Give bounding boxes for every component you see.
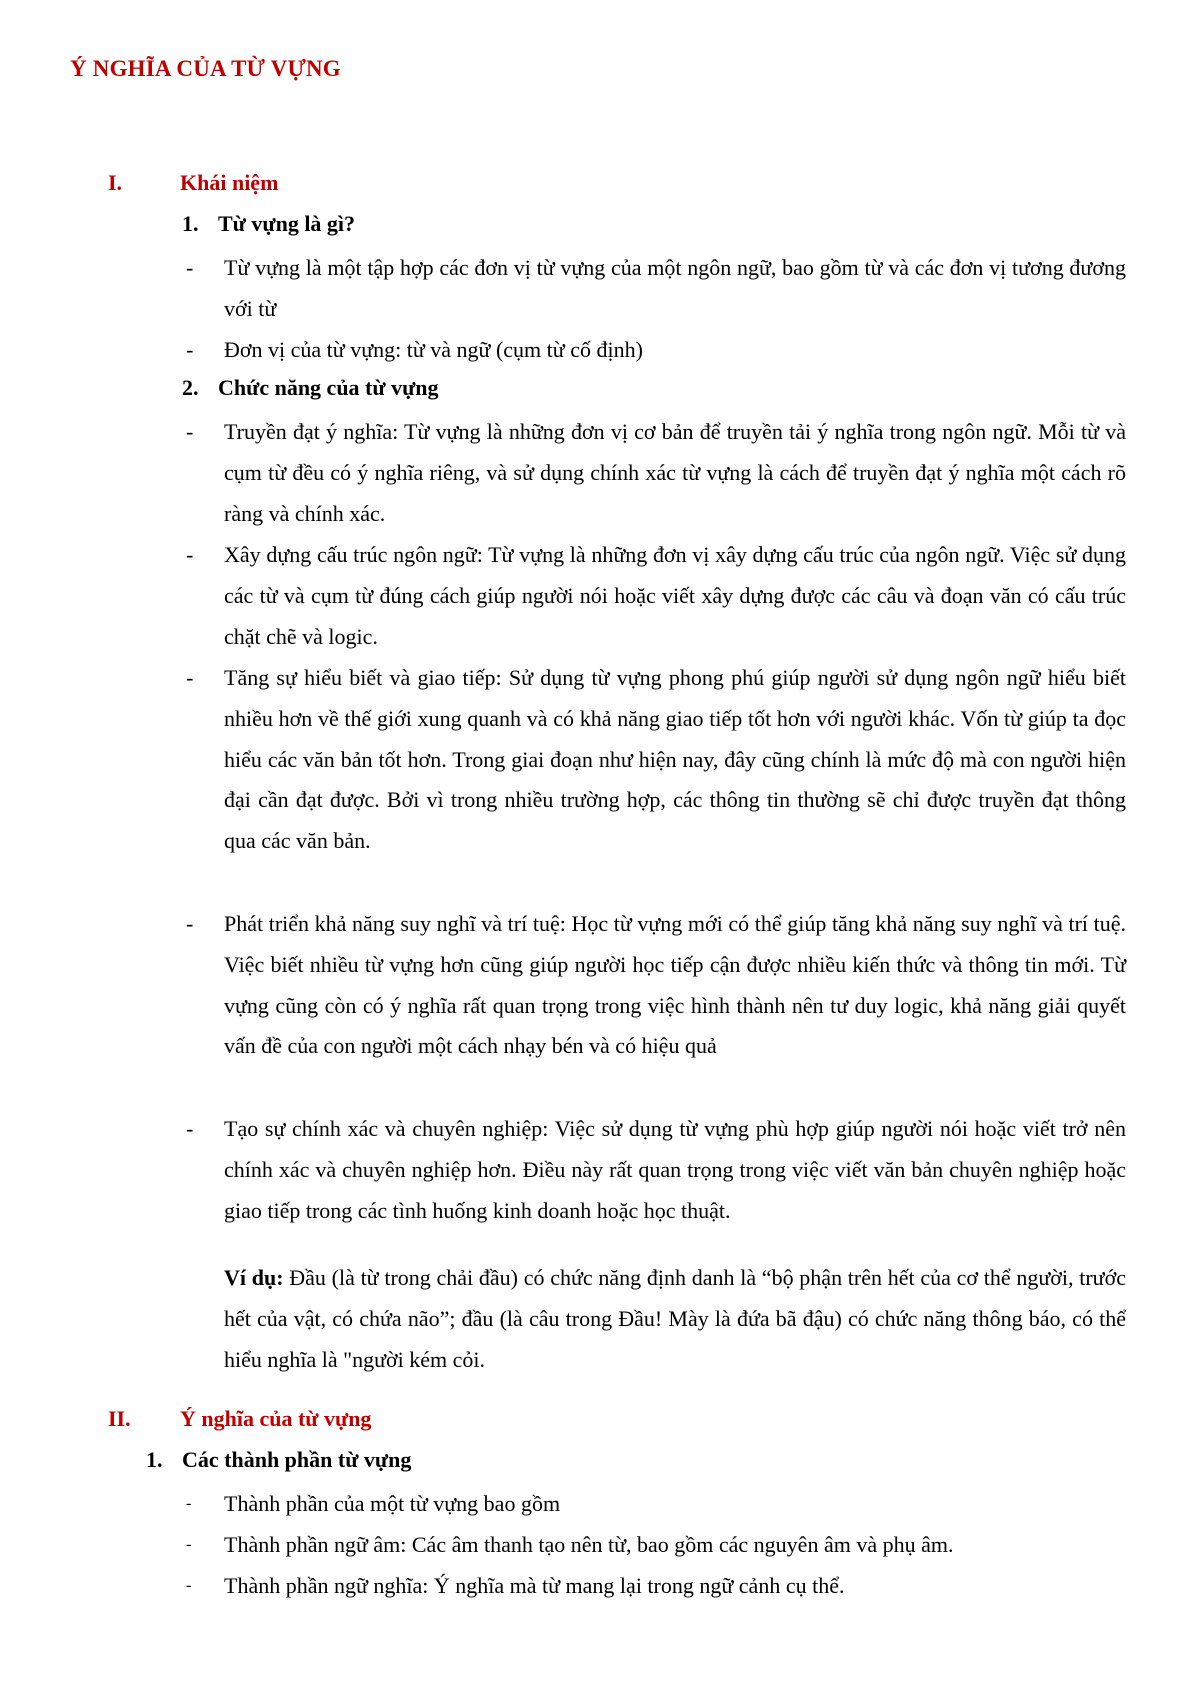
list-item-text: Tăng sự hiểu biết và giao tiếp: Sử dụng từ vựng phong phú giúp người sử dụng ngôn ngữ hiểu biết nhiều hơn về thế giới xung quanh và có khả năng giao tiếp tốt hơn với người khác. Vốn từ giúp ta đọc hiểu các văn bản tốt hơn. Trong giai đoạn như hiện nay, đây cũng chính là mức độ mà con người hiện đại cần đạt được. Bởi vì trong nhiều trường hợp, các thông tin thường sẽ chỉ được truyền đạt thông qua các văn bản. <box>224 665 1126 854</box>
list-item-text: Đơn vị của từ vựng: từ và ngữ (cụm từ cố định) <box>224 337 643 362</box>
list-item-text: Truyền đạt ý nghĩa: Từ vựng là những đơn vị cơ bản để truyền tải ý nghĩa trong ngôn ngữ. Mỗi từ và cụm từ đều có ý nghĩa riêng, và sử dụng chính xác từ vựng là cách để truyền đạt ý nghĩa một cách rõ ràng và chính xác. <box>224 419 1126 526</box>
bullet-dash: - <box>186 911 194 936</box>
document-title: Ý NGHĨA CỦA TỪ VỰNG <box>70 56 341 81</box>
subsection-1-1-heading <box>182 211 355 237</box>
bullet-dash: - <box>186 542 194 567</box>
list-item <box>186 1484 1126 1525</box>
section-1-title: Khái niệm <box>180 170 279 195</box>
bullet-dash: - <box>186 1536 192 1553</box>
list-item <box>186 1525 1126 1566</box>
list-item <box>186 1109 1126 1231</box>
subsection-1-1-title: Từ vựng là gì? <box>218 211 356 236</box>
subsection-1-2-number: 2. <box>182 375 199 400</box>
bullet-dash: - <box>186 255 194 280</box>
subsection-2-1-title: Các thành phần từ vựng <box>182 1447 412 1472</box>
list-item-text: Thành phần của một từ vựng bao gồm <box>224 1491 561 1516</box>
subsection-2-1-heading <box>146 1447 411 1473</box>
subsection-2-1-number: 1. <box>146 1447 163 1472</box>
section-2-number: II. <box>108 1406 131 1431</box>
list-item-text: Phát triển khả năng suy nghĩ và trí tuệ: Học từ vựng mới có thể giúp tăng khả năng suy nghĩ và trí tuệ. Việc biết nhiều từ vựng hơn cũng giúp người học tiếp cận được nhiều kiến thức và thông tin mới. Từ vựng cũng còn có ý nghĩa rất quan trọng trong việc hình thành nên tư duy logic, khả năng giải quyết vấn đề của con người một cách nhạy bén và có hiệu quả <box>224 911 1126 1059</box>
example-paragraph <box>224 1258 1126 1380</box>
list-item <box>186 904 1126 1067</box>
example-label: Ví dụ: <box>224 1265 284 1290</box>
list-item <box>186 412 1126 534</box>
subsection-1-2-title: Chức năng của từ vựng <box>218 375 439 400</box>
bullet-dash: - <box>186 337 194 362</box>
list-item-text: Từ vựng là một tập hợp các đơn vị từ vựng của một ngôn ngữ, bao gồm từ và các đơn vị tương đương với từ <box>224 255 1126 321</box>
list-item <box>186 535 1126 657</box>
list-item <box>186 330 1126 371</box>
list-item-text: Tạo sự chính xác và chuyên nghiệp: Việc sử dụng từ vựng phù hợp giúp người nói hoặc viết trở nên chính xác và chuyên nghiệp hơn. Điều này rất quan trọng trong việc viết văn bản chuyên nghiệp hoặc giao tiếp trong các tình huống kinh doanh hoặc học thuật. <box>224 1116 1126 1223</box>
bullet-dash: - <box>186 1577 192 1594</box>
list-item <box>186 658 1126 862</box>
subsection-1-2-heading <box>182 375 439 401</box>
list-item-text: Xây dựng cấu trúc ngôn ngữ: Từ vựng là những đơn vị xây dựng cấu trúc của ngôn ngữ. Việc sử dụng các từ và cụm từ đúng cách giúp người nói hoặc viết xây dựng được các câu và đoạn văn có cấu trúc chặt chẽ và logic. <box>224 542 1126 649</box>
bullet-dash: - <box>186 1116 194 1141</box>
subsection-1-1-number: 1. <box>182 211 199 236</box>
list-item <box>186 248 1126 330</box>
list-item-text: Thành phần ngữ nghĩa: Ý nghĩa mà từ mang lại trong ngữ cảnh cụ thể. <box>224 1573 845 1598</box>
bullet-dash: - <box>186 665 194 690</box>
bullet-dash: - <box>186 1495 192 1512</box>
list-item-text: Thành phần ngữ âm: Các âm thanh tạo nên từ, bao gồm các nguyên âm và phụ âm. <box>224 1532 954 1557</box>
section-2-title: Ý nghĩa của từ vựng <box>180 1406 372 1431</box>
example-text: Đầu (là từ trong chải đầu) có chức năng định danh là “bộ phận trên hết của cơ thể người, trước hết của vật, có chứa não”; đầu (là câu trong Đầu! Mày là đứa bã đậu) có chức năng thông báo, có thể hiểu nghĩa là "người kém cỏi. <box>224 1265 1126 1372</box>
bullet-dash: - <box>186 419 194 444</box>
section-1-number: I. <box>108 170 123 195</box>
list-item <box>186 1566 1126 1607</box>
